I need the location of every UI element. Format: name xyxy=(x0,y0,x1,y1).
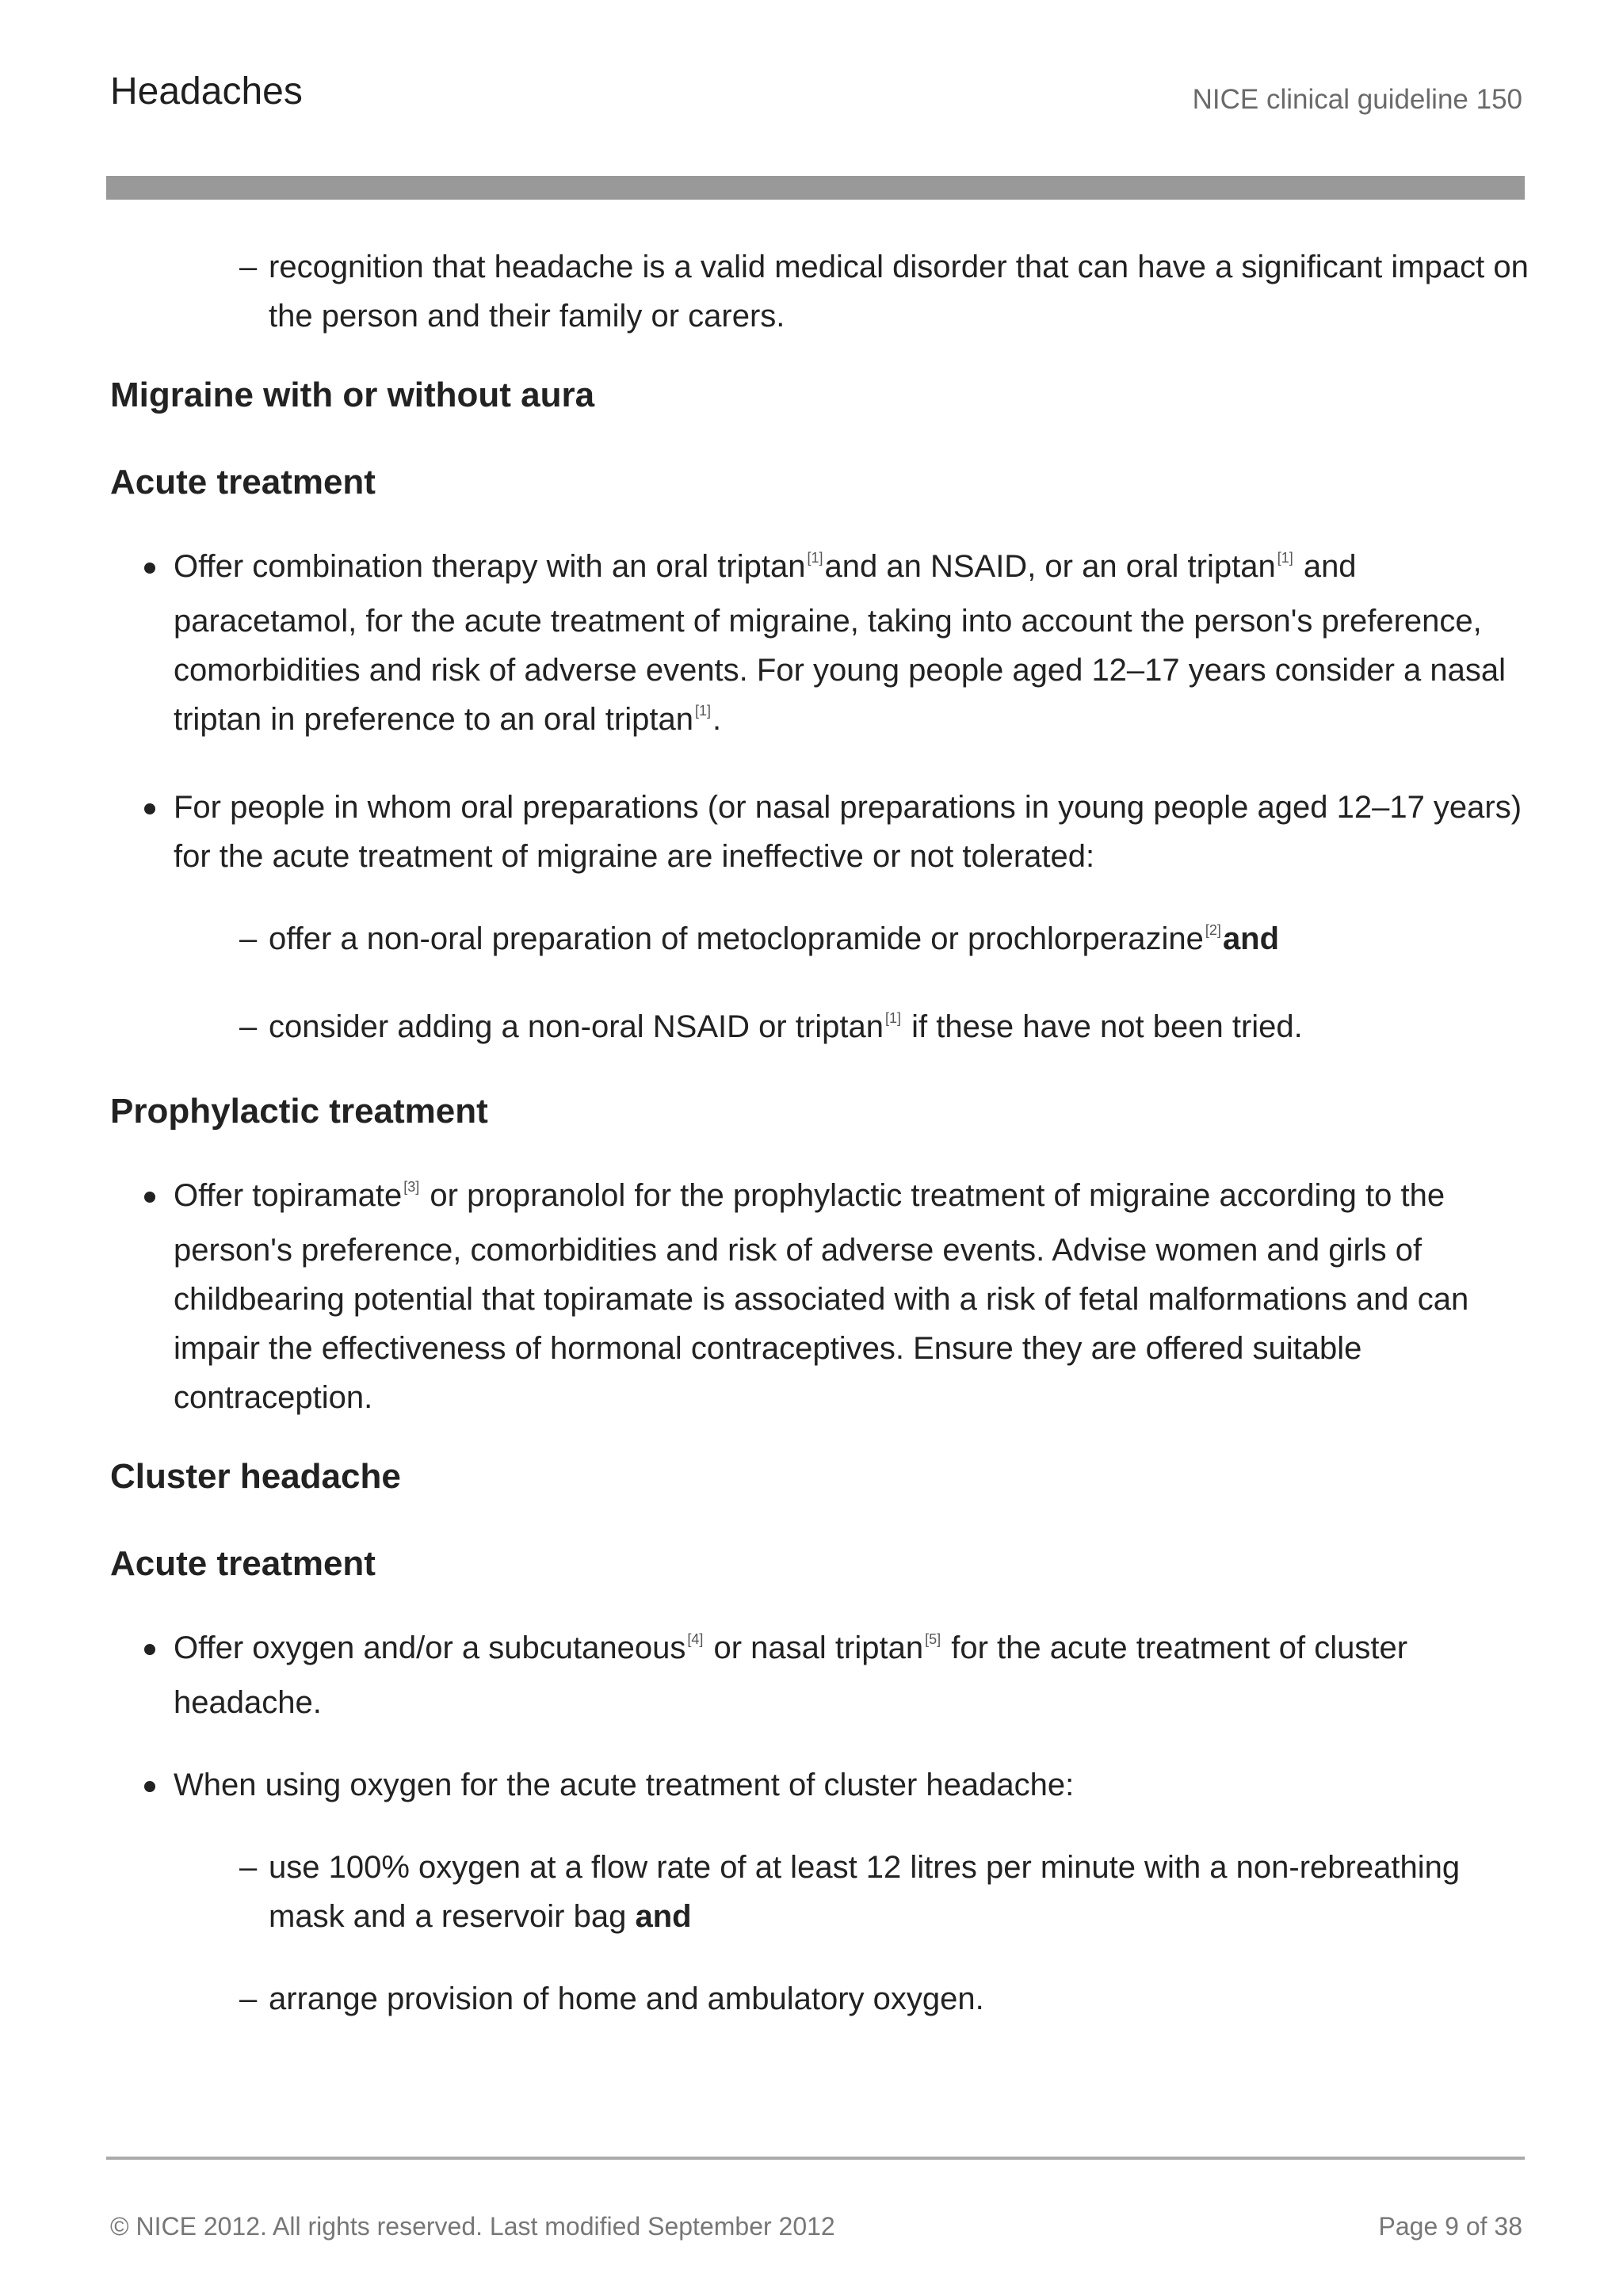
dash-marker: – xyxy=(239,921,258,956)
bullet-topiramate: Offer topiramate [3] or propranolol for the prophylactic treatment of migraine according to the person's preference, comorbidities and risk of adverse events. Advise women and girls of childbearing potential that topiramate is associated with a risk of fetal malformations and can impair the effectiveness of hormonal contraceptives. Ensure they are offered suitable contraception. xyxy=(110,1171,1529,1422)
footnote-ref-1[interactable]: [1] xyxy=(884,1010,901,1026)
bullet-dot xyxy=(144,563,155,574)
footnote-ref-1[interactable]: [1] xyxy=(807,550,823,566)
bullet-oral-ineffective: For people in whom oral preparations (or nasal preparations in young people aged 12–17 years) for the acute treatment of migraine are ineffective or not tolerated: xyxy=(110,783,1529,881)
footnote-ref-5[interactable]: [5] xyxy=(925,1631,941,1647)
sub-item-non-oral-nsaid: – consider adding a non-oral NSAID or triptan [1] if these have not been tried. xyxy=(110,1002,1529,1057)
footer-copyright: © NICE 2012. All rights reserved. Last modified September 2012 xyxy=(110,2212,835,2241)
bullet-dot xyxy=(144,1192,155,1203)
guideline-number: NICE clinical guideline 150 xyxy=(1192,84,1522,115)
footnote-ref-2[interactable]: [2] xyxy=(1205,922,1221,938)
heading-cluster-headache: Cluster headache xyxy=(110,1457,401,1496)
bullet-using-oxygen: When using oxygen for the acute treatment of cluster headache: xyxy=(110,1760,1529,1810)
bullet-dot xyxy=(144,1781,155,1792)
header-divider-bar xyxy=(106,176,1525,200)
bullet-dot xyxy=(144,803,155,814)
page-header-title: Headaches xyxy=(110,71,303,113)
sub-item-recognition: – recognition that headache is a valid medical disorder that can have a significant impact on the person and their family or carers. xyxy=(110,242,1529,341)
dash-marker: – xyxy=(239,1009,258,1044)
bullet-oxygen-triptan: Offer oxygen and/or a subcutaneous [4] or nasal triptan [5] for the acute treatment of cluster headache. xyxy=(110,1623,1529,1727)
bullet-combination-therapy: Offer combination therapy with an oral triptan [1]and an NSAID, or an oral triptan [1] and paracetamol, for the acute treatment of migraine, taking into account the person's preference, comorbidities and risk of adverse events. For young people aged 12–17 years consider a nasal triptan in preference to an oral triptan [1]. xyxy=(110,542,1529,749)
dash-marker: – xyxy=(239,1850,258,1885)
sub-item-100-oxygen: – use 100% oxygen at a flow rate of at least 12 litres per minute with a non-rebreathing mask and a reservoir bag and xyxy=(110,1843,1529,1941)
sub-item-metoclopramide: – offer a non-oral preparation of metoclopramide or prochlorperazine [2]and xyxy=(110,914,1529,969)
heading-migraine: Migraine with or without aura xyxy=(110,376,595,414)
footer-divider xyxy=(106,2157,1525,2160)
page-number: Page 9 of 38 xyxy=(1378,2212,1522,2241)
main-content xyxy=(110,242,1529,2057)
footnote-ref-1[interactable]: [1] xyxy=(1277,550,1293,566)
dash-marker: – xyxy=(239,1981,258,2016)
dash-marker: – xyxy=(239,250,258,284)
footnote-ref-4[interactable]: [4] xyxy=(687,1631,704,1647)
heading-prophylactic-treatment: Prophylactic treatment xyxy=(110,1092,488,1131)
footnote-ref-3[interactable]: [3] xyxy=(403,1179,420,1195)
heading-acute-treatment-cluster: Acute treatment xyxy=(110,1544,376,1583)
heading-acute-treatment-migraine: Acute treatment xyxy=(110,463,376,502)
bullet-dot xyxy=(144,1644,155,1655)
sub-item-home-oxygen: – arrange provision of home and ambulatory oxygen. xyxy=(110,1974,1529,2023)
footnote-ref-1[interactable]: [1] xyxy=(694,703,711,719)
